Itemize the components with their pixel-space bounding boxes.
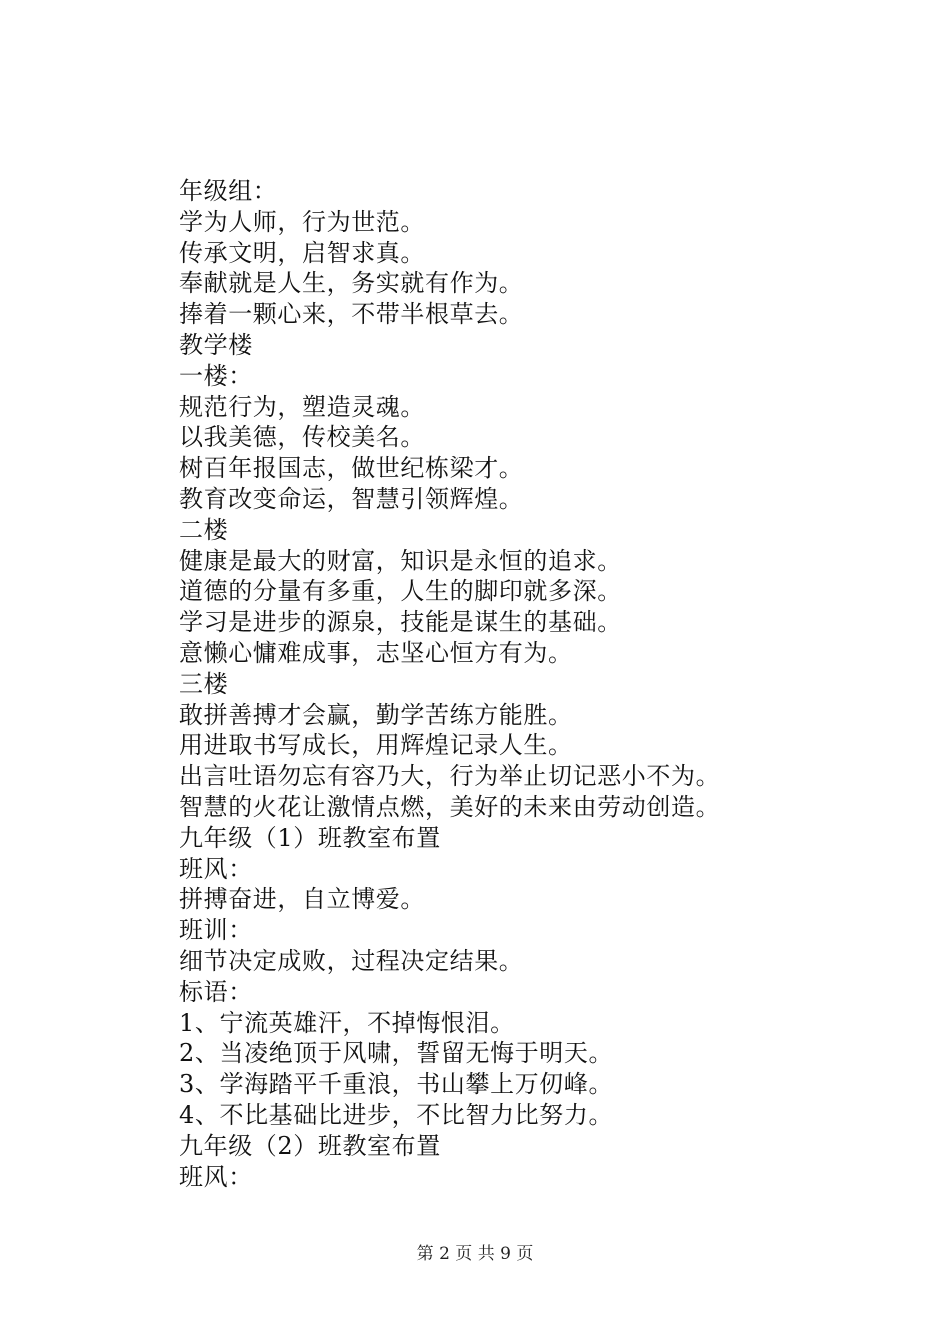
list-item: 4、不比基础比进步，不比智力比努力。 xyxy=(179,1100,614,1129)
text-line: 道德的分量有多重，人生的脚印就多深。 xyxy=(179,577,622,606)
text-line: 学为人师，行为世范。 xyxy=(179,207,425,236)
text-line: 以我美德，传校美名。 xyxy=(179,423,425,452)
text-line: 传承文明，启智求真。 xyxy=(179,238,425,267)
text-line: 意懒心慵难成事，志坚心恒方有为。 xyxy=(179,638,573,667)
text-line: 一楼： xyxy=(179,361,253,390)
document-body xyxy=(179,176,899,1192)
section-heading: 二楼 xyxy=(179,515,229,544)
section-heading: 教学楼 xyxy=(179,330,253,359)
text-line: 学习是进步的源泉，技能是谋生的基础。 xyxy=(179,608,622,637)
text-line: 拼搏奋进，自立博爱。 xyxy=(179,885,425,914)
text-line: 树百年报国志，做世纪栋梁才。 xyxy=(179,454,524,483)
text-line: 智慧的火花让激情点燃，美好的未来由劳动创造。 xyxy=(179,792,721,821)
text-line: 敢拼善搏才会赢，勤学苦练方能胜。 xyxy=(179,700,573,729)
text-line: 健康是最大的财富，知识是永恒的追求。 xyxy=(179,546,622,575)
list-item: 3、学海踏平千重浪，书山攀上万仞峰。 xyxy=(179,1070,614,1099)
text-line: 班风： xyxy=(179,1162,253,1191)
text-line: 标语： xyxy=(179,977,253,1006)
text-line: 出言吐语勿忘有容乃大，行为举止切记恶小不为。 xyxy=(179,762,721,791)
text-line: 规范行为，塑造灵魂。 xyxy=(179,392,425,421)
text-line: 奉献就是人生，务实就有作为。 xyxy=(179,269,524,298)
text-line: 教育改变命运，智慧引领辉煌。 xyxy=(179,484,524,513)
text-line: 捧着一颗心来，不带半根草去。 xyxy=(179,300,524,329)
section-heading: 九年级（1）班教室布置 xyxy=(179,823,441,852)
text-line: 班风： xyxy=(179,854,253,883)
text-line: 班训： xyxy=(179,916,253,945)
page-footer: 第 2 页 共 9 页 xyxy=(416,1244,534,1264)
list-item: 1、宁流英雄汗，不掉悔恨泪。 xyxy=(179,1008,515,1037)
section-heading: 九年级（2）班教室布置 xyxy=(179,1131,441,1160)
text-line: 用进取书写成长，用辉煌记录人生。 xyxy=(179,731,573,760)
section-heading: 三楼 xyxy=(179,669,229,698)
list-item: 2、当凌绝顶于风啸，誓留无悔于明天。 xyxy=(179,1039,614,1068)
text-line: 细节决定成败，过程决定结果。 xyxy=(179,946,524,975)
text-line: 年级组： xyxy=(179,177,278,205)
